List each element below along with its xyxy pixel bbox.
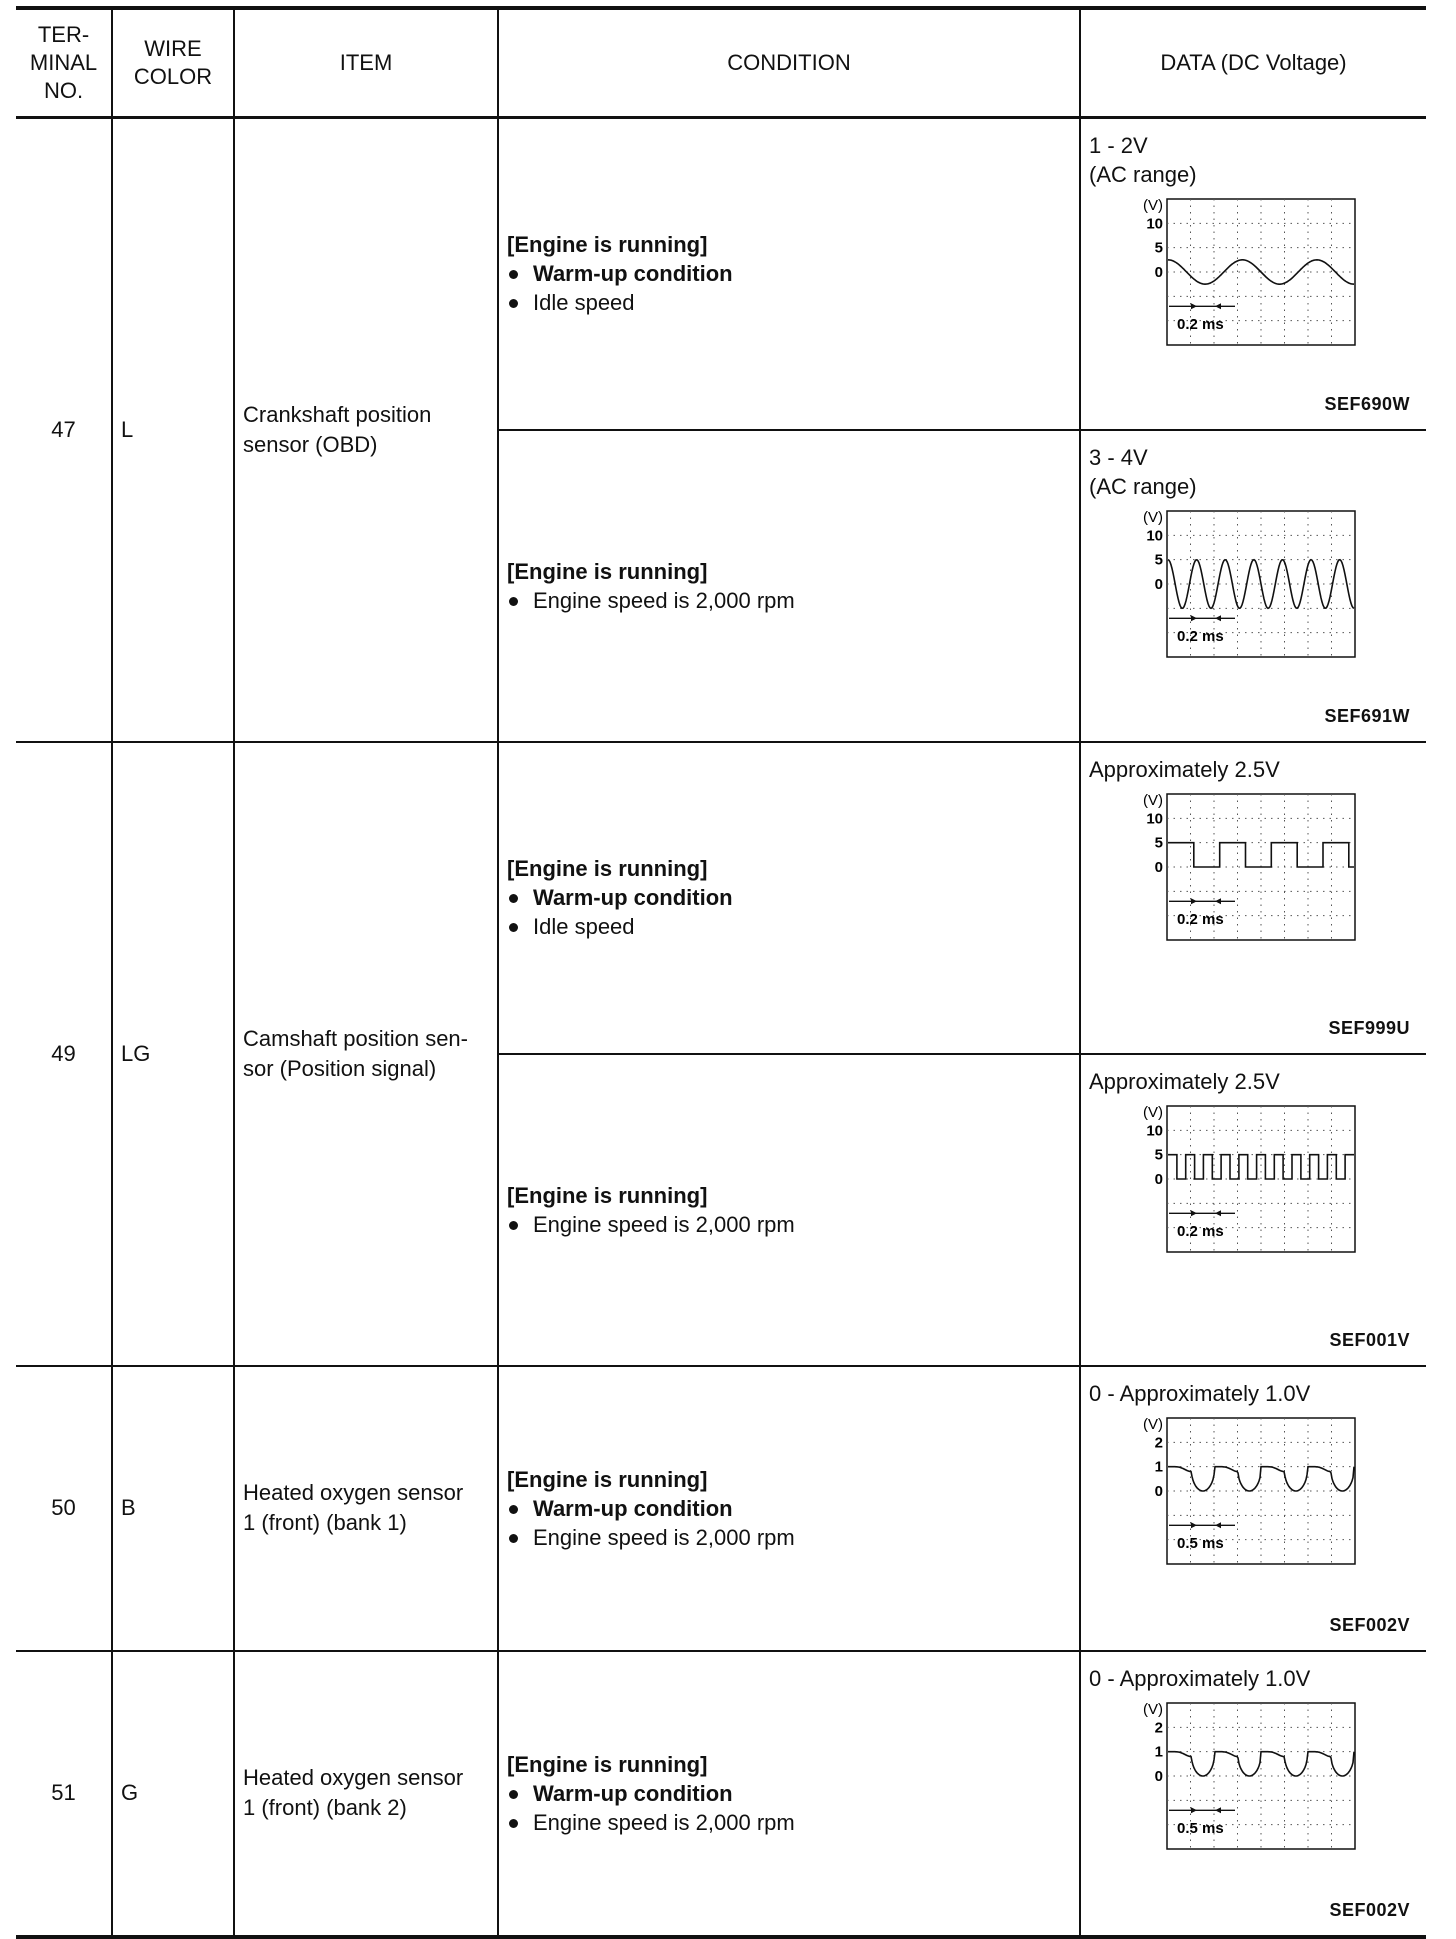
item-name: Heated oxygen sensor 1 (front) (bank 2) <box>234 1651 498 1937</box>
condition-heading: [Engine is running] <box>507 558 708 584</box>
data-content <box>1081 119 1426 429</box>
table-row <box>16 117 1426 430</box>
terminal-number: 49 <box>16 742 112 1366</box>
condition-text: Engine speed is 2,000 rpm <box>533 1211 795 1237</box>
oscilloscope-chart <box>1107 1098 1367 1258</box>
condition-cell <box>498 1054 1080 1366</box>
y-unit-label: (V) <box>1143 791 1163 809</box>
voltage-value: Approximately 2.5V <box>1089 756 1280 782</box>
data-cell <box>1080 1054 1426 1366</box>
bullet-icon <box>509 597 518 606</box>
y-tick-label: 0 <box>1154 1767 1163 1785</box>
figure-code: SEF002V <box>1329 1899 1410 1920</box>
y-tick-label: 10 <box>1146 526 1163 544</box>
condition-text: Warm-up condition <box>533 1495 733 1521</box>
condition-bullet <box>507 1523 1079 1552</box>
data-content <box>1081 431 1426 741</box>
condition-heading: [Engine is running] <box>507 1751 708 1777</box>
header-item: ITEM <box>234 8 498 117</box>
time-scale-label: 0.2 ms <box>1177 315 1224 333</box>
condition-bullet <box>507 1494 1079 1523</box>
y-tick-label: 1 <box>1154 1458 1163 1476</box>
header-condition: CONDITION <box>498 8 1080 117</box>
condition-bullet <box>507 1779 1079 1808</box>
voltage-value: 0 - Approximately 1.0V <box>1089 1665 1311 1691</box>
wire-color: L <box>112 117 234 742</box>
oscilloscope-chart <box>1107 1695 1367 1855</box>
condition-heading: [Engine is running] <box>507 232 708 257</box>
wire-color: B <box>112 1366 234 1651</box>
bullet-icon <box>509 1790 518 1799</box>
table-row <box>16 742 1426 1054</box>
header-wire-color: WIRE COLOR <box>112 8 234 117</box>
wire-color: LG <box>112 742 234 1366</box>
time-scale-label: 0.2 ms <box>1177 910 1224 928</box>
condition-text: Engine speed is 2,000 rpm <box>533 587 795 613</box>
condition-text: Idle speed <box>533 914 635 939</box>
data-content <box>1081 743 1426 1053</box>
bullet-icon <box>509 299 518 308</box>
voltage-value: 0 - Approximately 1.0V <box>1089 1380 1311 1406</box>
bullet-icon <box>509 1221 518 1230</box>
y-tick-label: 5 <box>1154 239 1163 257</box>
y-tick-label: 5 <box>1154 834 1163 852</box>
condition-bullet <box>507 259 1079 288</box>
data-cell <box>1080 117 1426 430</box>
y-unit-label: (V) <box>1143 508 1163 526</box>
condition-text: Engine speed is 2,000 rpm <box>533 1809 795 1835</box>
condition-heading: [Engine is running] <box>507 856 708 881</box>
oscilloscope-chart <box>1107 1410 1367 1570</box>
condition-heading: [Engine is running] <box>507 1466 708 1492</box>
condition-cell <box>498 1366 1080 1651</box>
oscilloscope-chart <box>1107 191 1367 351</box>
y-tick-label: 2 <box>1154 1433 1163 1451</box>
y-tick-label: 0 <box>1154 1170 1163 1188</box>
bullet-icon <box>509 1534 518 1543</box>
oscilloscope-chart <box>1107 503 1367 663</box>
voltage-value: 3 - 4V (AC range) <box>1089 444 1197 499</box>
bullet-icon <box>509 923 518 932</box>
condition-bullet <box>507 883 1079 912</box>
item-name: Camshaft position sen- sor (Position signal) <box>234 742 498 1366</box>
time-scale-label: 0.5 ms <box>1177 1819 1224 1837</box>
data-content <box>1081 1367 1426 1650</box>
y-unit-label: (V) <box>1143 1700 1163 1718</box>
y-unit-label: (V) <box>1143 196 1163 214</box>
y-unit-label: (V) <box>1143 1415 1163 1433</box>
header-terminal: TER- MINAL NO. <box>16 8 112 117</box>
terminal-number: 47 <box>16 117 112 742</box>
bullet-icon <box>509 894 518 903</box>
bullet-icon <box>509 270 518 279</box>
condition-text: Idle speed <box>533 290 635 315</box>
figure-code: SEF001V <box>1329 1329 1410 1350</box>
y-unit-label: (V) <box>1143 1103 1163 1121</box>
wire-color: G <box>112 1651 234 1937</box>
data-content <box>1081 1652 1426 1935</box>
y-tick-label: 1 <box>1154 1743 1163 1761</box>
item-name: Heated oxygen sensor 1 (front) (bank 1) <box>234 1366 498 1651</box>
condition-text: Warm-up condition <box>533 261 733 286</box>
condition-cell <box>498 742 1080 1054</box>
y-tick-label: 5 <box>1154 551 1163 569</box>
time-scale-label: 0.2 ms <box>1177 627 1224 645</box>
condition-bullet <box>507 586 1079 615</box>
oscilloscope-chart <box>1107 786 1367 946</box>
condition-bullet <box>507 1210 1079 1239</box>
figure-code: SEF002V <box>1329 1614 1410 1635</box>
header-row <box>16 8 1426 117</box>
y-tick-label: 0 <box>1154 575 1163 593</box>
terminal-data-table <box>16 6 1426 1939</box>
condition-text: Warm-up condition <box>533 1780 733 1806</box>
bullet-icon <box>509 1819 518 1828</box>
terminal-number: 50 <box>16 1366 112 1651</box>
data-cell <box>1080 430 1426 742</box>
y-tick-label: 2 <box>1154 1718 1163 1736</box>
figure-code: SEF690W <box>1324 393 1410 414</box>
condition-text: Warm-up condition <box>533 885 733 910</box>
time-scale-label: 0.5 ms <box>1177 1534 1224 1552</box>
bullet-icon <box>509 1505 518 1514</box>
y-tick-label: 10 <box>1146 214 1163 232</box>
table-row <box>16 1366 1426 1651</box>
voltage-value: 1 - 2V (AC range) <box>1089 132 1197 187</box>
y-tick-label: 0 <box>1154 263 1163 281</box>
condition-text: Engine speed is 2,000 rpm <box>533 1524 795 1550</box>
condition-heading: [Engine is running] <box>507 1182 708 1208</box>
y-tick-label: 10 <box>1146 1121 1163 1139</box>
header-data: DATA (DC Voltage) <box>1080 8 1426 117</box>
condition-bullet <box>507 1808 1079 1837</box>
figure-code: SEF999U <box>1328 1017 1410 1038</box>
voltage-value: Approximately 2.5V <box>1089 1068 1280 1094</box>
data-cell <box>1080 1366 1426 1651</box>
condition-cell <box>498 117 1080 430</box>
y-tick-label: 10 <box>1146 809 1163 827</box>
condition-bullet <box>507 912 1079 941</box>
figure-code: SEF691W <box>1324 705 1410 726</box>
condition-bullet <box>507 288 1079 317</box>
y-tick-label: 0 <box>1154 1482 1163 1500</box>
terminal-number: 51 <box>16 1651 112 1937</box>
time-scale-label: 0.2 ms <box>1177 1222 1224 1240</box>
y-tick-label: 5 <box>1154 1146 1163 1164</box>
item-name: Crankshaft position sensor (OBD) <box>234 117 498 742</box>
condition-cell <box>498 430 1080 742</box>
data-cell <box>1080 742 1426 1054</box>
y-tick-label: 0 <box>1154 858 1163 876</box>
data-content <box>1081 1055 1426 1365</box>
